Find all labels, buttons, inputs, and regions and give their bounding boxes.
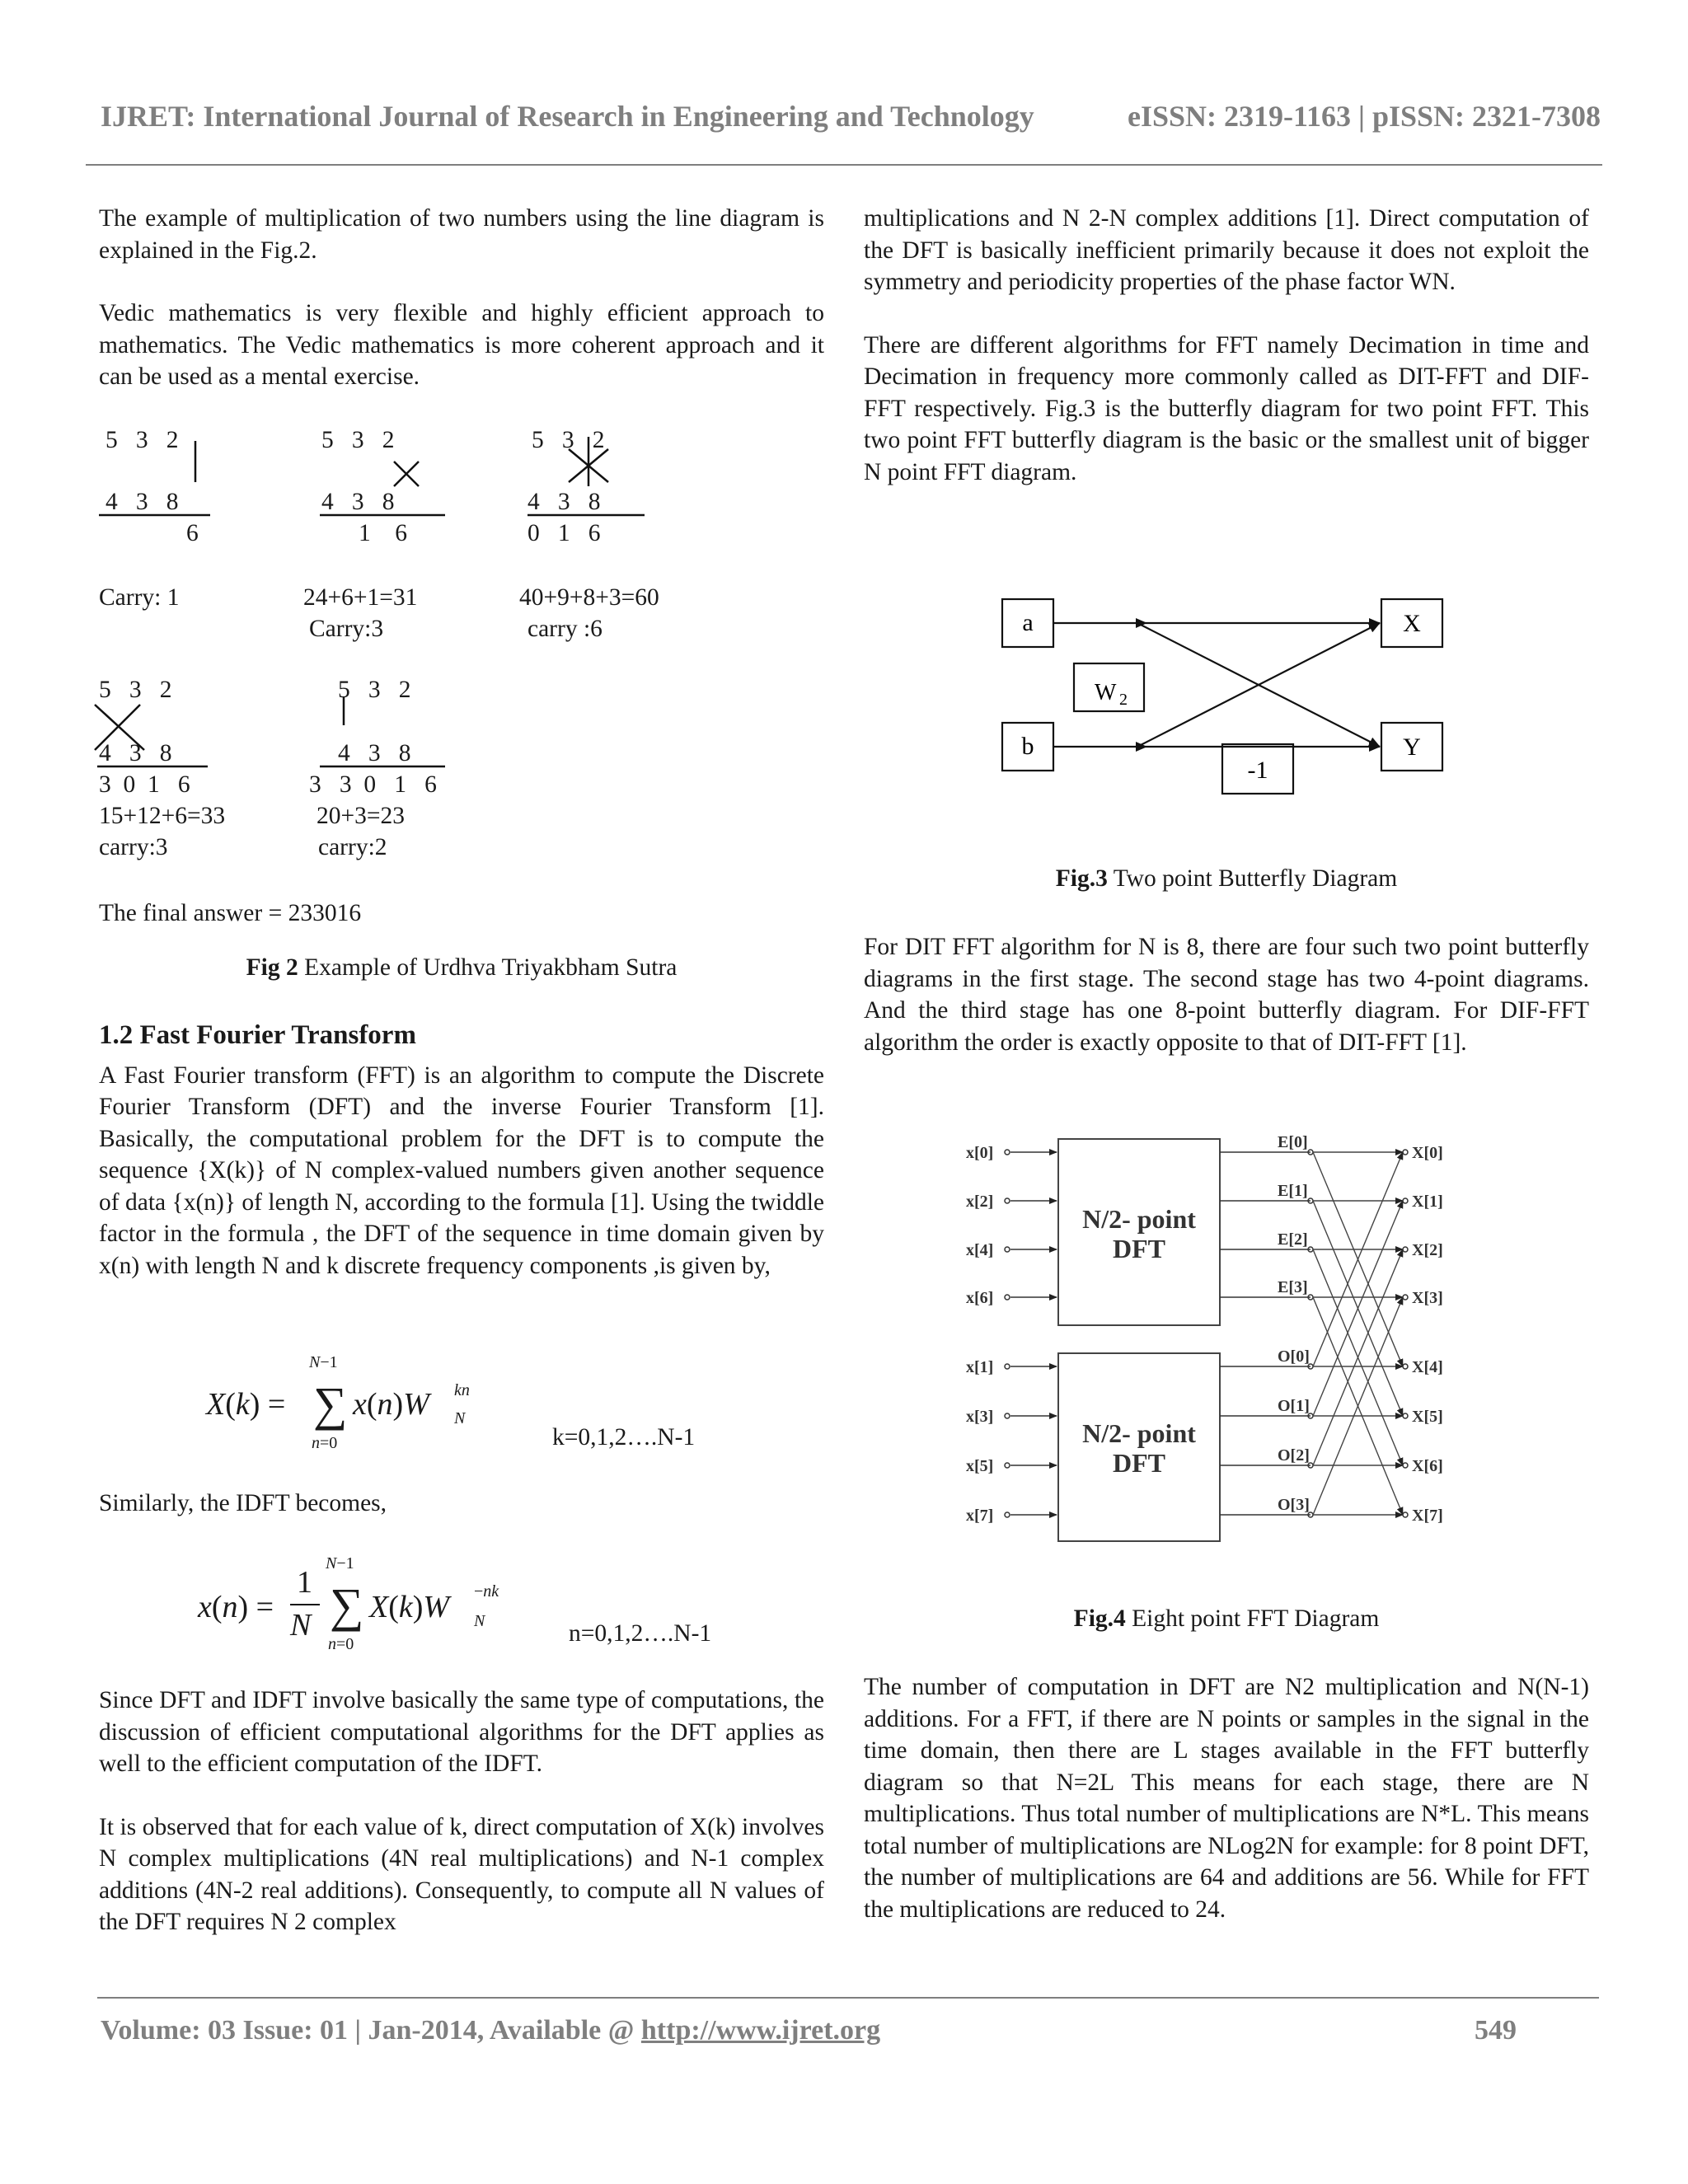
output-node xyxy=(1403,1198,1408,1203)
page-number: 549 xyxy=(1475,2015,1517,2046)
carry-label: Carry: 1 xyxy=(99,584,180,611)
label-minus-one: -1 xyxy=(1247,757,1268,784)
input-label: x[2] xyxy=(966,1193,994,1211)
volume-info: Volume: 03 Issue: 01 | Jan-2014, Available @ xyxy=(101,2015,641,2046)
section-heading: 1.2 Fast Fourier Transform xyxy=(99,1020,416,1050)
even-label: E[3] xyxy=(1278,1278,1308,1296)
result-row: 1 6 xyxy=(359,520,407,546)
output-node xyxy=(1403,1512,1408,1517)
result-row: 3 3 0 1 6 xyxy=(309,771,437,798)
final-answer: The final answer = 233016 xyxy=(99,900,362,926)
even-label: E[0] xyxy=(1278,1133,1308,1151)
bottom-block-label-1: N/2- point xyxy=(1082,1418,1196,1448)
multiplicand-row: 5 3 2 xyxy=(532,427,605,453)
result-row: 0 1 6 xyxy=(528,520,601,546)
paragraph: The example of multiplication of two numbers using the line diagram is explained in the Fig.2. xyxy=(99,205,824,264)
multiplicand-row: 5 3 2 xyxy=(338,677,411,703)
input-label: x[4] xyxy=(966,1241,994,1259)
paragraph: For DIT FFT algorithm for N is 8, there are four such two point butterfly diagrams in the first stage. The second stage has two 4-point diagrams. And the third stage has one 8-point butterfly diagram. For DIF-FFT algorithm the order is exactly opposite to that of DIT-FFT [1]. xyxy=(864,934,1589,1056)
even-label: E[2] xyxy=(1278,1230,1308,1249)
caption-text: Two point Butterfly Diagram xyxy=(1107,865,1398,892)
paragraph: Similarly, the IDFT becomes, xyxy=(99,1490,387,1516)
label-a: a xyxy=(1022,609,1034,636)
input-label: x[7] xyxy=(966,1507,994,1525)
footer-rule xyxy=(97,1997,1599,1999)
paragraph: A Fast Fourier transform (FFT) is an algorithm to compute the Discrete Fourier Transform (DFT) and the inverse Fourier Transform [1]. Basically, the computational problem for the DFT is to compute the sequence {X(k)} of N complex-valued numbers given another sequence of data {x(n)} of length N, according to the formula [1]. Using the twiddle factor in the formula , the DFT of the sequence in time domain given by x(n) with length N and k discrete frequency components ,is given by, xyxy=(99,1062,824,1279)
odd-label: O[0] xyxy=(1278,1347,1310,1366)
caption-text: Eight point FFT Diagram xyxy=(1125,1605,1380,1632)
input-label: x[0] xyxy=(966,1144,994,1162)
butterfly-diagram xyxy=(989,589,1459,820)
running-footer xyxy=(101,2015,1517,2046)
input-node xyxy=(1005,1295,1010,1300)
output-label: X[6] xyxy=(1412,1457,1443,1475)
right-column-top xyxy=(864,203,1589,488)
issn: eISSN: 2319-1163 | pISSN: 2321-7308 xyxy=(1128,100,1601,133)
output-node xyxy=(1403,1364,1408,1369)
idft-equation: x(n) = 1 N ∑ N−1 n=0 X(k)W −nk N xyxy=(198,1554,499,1653)
output-node xyxy=(1403,1247,1408,1252)
result-row: 3 0 1 6 xyxy=(99,771,190,798)
paragraph: The number of computation in DFT are N2 multiplication and N(N-1) additions. For a FFT, if there are N points or samples in the signal in the time domain, then there are L stages available in the FFT butterfly diagram so that N=2L This means for each stage, there are N multiplications. Thus total number of multiplications are N*L. This means total number of multiplications are NLog2N for example: for 8 point DFT, the number of multiplications are 64 and additions are 56. While for FFT the multiplications are reduced to 24. xyxy=(864,1674,1589,1923)
step-sum: 24+6+1=31 xyxy=(303,584,418,611)
top-block-label-2: DFT xyxy=(1113,1234,1165,1263)
input-label: x[5] xyxy=(966,1457,994,1475)
carry-label: Carry:3 xyxy=(309,616,384,642)
figure-2 xyxy=(0,0,824,989)
input-node xyxy=(1005,1198,1010,1203)
left-column-section xyxy=(99,1019,824,1282)
output-label: X[5] xyxy=(1412,1408,1443,1426)
left-column-bottom xyxy=(99,1685,824,1938)
paragraph: Since DFT and IDFT involve basically the same type of computations, the discussion of efficient computational algorithms for the DFT applies as well to the efficient computation of the IDFT. xyxy=(99,1687,824,1777)
paragraph: There are different algorithms for FFT namely Decimation in time and Decimation in frequency more commonly called as DIT-FFT and DIF-FFT respectively. Fig.3 is the butterfly diagram for two point FFT. This two point FFT butterfly diagram is the basic or the smallest unit of bigger N point FFT diagram. xyxy=(864,331,1589,485)
top-block-label-1: N/2- point xyxy=(1082,1204,1196,1234)
figure-4-caption xyxy=(864,1605,1589,1633)
right-column-bottom xyxy=(864,1671,1589,1925)
input-label: x[6] xyxy=(966,1289,994,1307)
multiplicand-row: 5 3 2 xyxy=(99,677,172,703)
carry-label: carry :6 xyxy=(528,616,603,642)
label-x: X xyxy=(1403,610,1421,637)
caption-label: Fig.3 xyxy=(1055,865,1108,892)
input-node xyxy=(1005,1364,1010,1369)
odd-label: O[1] xyxy=(1278,1397,1310,1415)
output-label: X[7] xyxy=(1412,1507,1443,1525)
step-sum: 20+3=23 xyxy=(316,803,406,829)
label-b: b xyxy=(1021,733,1034,760)
output-label: X[4] xyxy=(1412,1358,1443,1376)
left-column-idft xyxy=(99,1488,824,1520)
dft-equation: X(k) = ∑ N−1 n=0 x(n)W kn N xyxy=(206,1353,470,1452)
input-node xyxy=(1005,1150,1010,1155)
output-label: X[0] xyxy=(1412,1144,1443,1162)
bottom-block-label-2: DFT xyxy=(1113,1448,1165,1478)
multiplicand-row: 5 3 2 xyxy=(321,427,395,453)
idft-range: n=0,1,2….N-1 xyxy=(569,1620,712,1647)
input-node xyxy=(1005,1413,1010,1418)
input-node xyxy=(1005,1512,1010,1517)
journal-link[interactable]: http://www.ijret.org xyxy=(640,2015,881,2046)
figure-3-caption xyxy=(864,865,1589,893)
output-label: X[1] xyxy=(1412,1193,1443,1211)
right-column-middle xyxy=(864,931,1589,1058)
carry-label: carry:3 xyxy=(99,834,168,860)
journal-name: IJRET: International Journal of Research in Engineering and Technology xyxy=(101,100,1034,133)
paragraph: It is observed that for each value of k, direct computation of X(k) involves N complex multiplications (4N real multiplications) and N-1 complex additions (4N-2 real additions). Consequently, to compute all N values of the DFT requires N 2 complex xyxy=(99,1813,824,1935)
even-label: E[1] xyxy=(1278,1182,1308,1200)
output-node xyxy=(1403,1295,1408,1300)
figure-2-caption xyxy=(99,954,824,982)
paragraph: multiplications and N 2-N complex additions [1]. Direct computation of the DFT is basically inefficient primarily because it does not exploit the symmetry and periodicity properties of the phase factor WN. xyxy=(864,205,1589,295)
multiplier-row: 4 3 8 xyxy=(106,489,179,515)
output-node xyxy=(1403,1463,1408,1468)
output-label: X[3] xyxy=(1412,1289,1443,1307)
fig2-lines xyxy=(0,0,824,824)
twiddle-w: W xyxy=(1095,680,1117,705)
odd-label: O[3] xyxy=(1278,1496,1310,1514)
step-sum: 15+12+6=33 xyxy=(99,803,226,829)
caption-text: Example of Urdhva Triyakbham Sutra xyxy=(298,954,678,981)
output-node xyxy=(1403,1150,1408,1155)
label-y: Y xyxy=(1403,733,1421,761)
odd-label: O[2] xyxy=(1278,1446,1310,1465)
multiplier-row: 4 3 8 xyxy=(99,740,172,766)
eight-point-fft-diagram xyxy=(956,1121,1517,1549)
paragraph: Vedic mathematics is very flexible and highly efficient approach to mathematics. The Vedic mathematics is more coherent approach and it can be used as a mental exercise. xyxy=(99,300,824,390)
caption-label: Fig 2 xyxy=(246,954,298,981)
multiplier-row: 4 3 8 xyxy=(528,489,601,515)
multiplicand-row: 5 3 2 xyxy=(106,427,179,453)
result-row: 6 xyxy=(186,520,199,546)
input-node xyxy=(1005,1247,1010,1252)
carry-label: carry:2 xyxy=(318,834,387,860)
input-label: x[3] xyxy=(966,1408,994,1426)
output-node xyxy=(1403,1413,1408,1418)
caption-label: Fig.4 xyxy=(1073,1605,1126,1632)
multiplier-row: 4 3 8 xyxy=(338,740,411,766)
multiplier-row: 4 3 8 xyxy=(321,489,395,515)
input-node xyxy=(1005,1463,1010,1468)
twiddle-subscript: 2 xyxy=(1119,691,1128,709)
step-sum: 40+9+8+3=60 xyxy=(519,584,659,611)
input-label: x[1] xyxy=(966,1358,994,1376)
output-label: X[2] xyxy=(1412,1241,1443,1259)
dft-range: k=0,1,2….N-1 xyxy=(552,1424,696,1451)
